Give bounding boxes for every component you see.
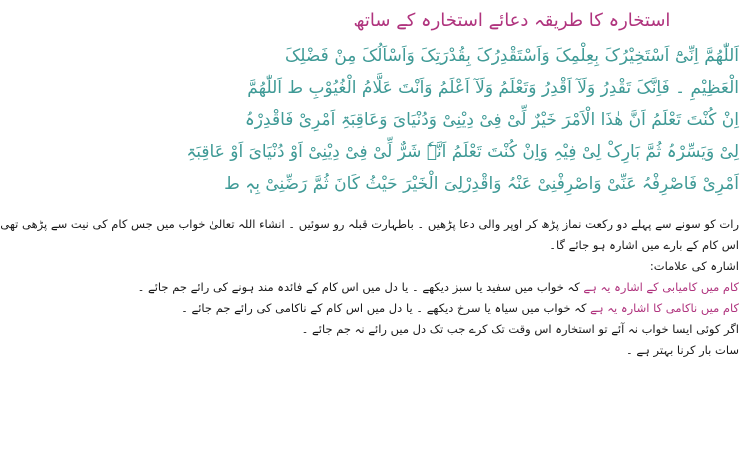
dua-line: لِیْ وَیَسِّرْہُ ثُمَّ بَارِکْ لِیْ فِیْہِ وَاِنْ کُنْتَ تَعْلَمُ اَنَّہٗ شَرٌّ لِّیْ فِیْ دِیْنِیْ اَوْ دُنْیَایَ اَوْ عَاقِبَۃِ: [186, 142, 739, 162]
dua-line: اِنْ کُنْتَ تَعْلَمُ اَنَّ ھٰذَا الْاَمْرَ خَیْرٌ لِّیْ فِیْ دِیْنِیْ وَدُنْیَایَ وَعَاقِبَۃِ اَمْرِیْ فَاقْدِرْہُ: [244, 110, 739, 130]
instruction-line: اگر کوئی ایسا خواب نہ آئے تو استخارہ اس وقت تک کرے جب تک دل میں رائے نہ جم جائے ۔: [301, 322, 739, 336]
failure-sign-label: کام میں ناکامی کا اشارہ یہ ہے: [590, 301, 739, 315]
instruction-line: رات کو سونے سے پہلے دو رکعت نماز پڑھ کر اوپر والی دعا پڑھیں ۔ باطہارت قبلہ رو سوئیں ۔ انشاء اللہ تعالیٰ خواب میں جس کام کی نیت سے پڑھی تھی: [0, 217, 739, 231]
instruction-line: اس کام کے بارے میں اشارہ ہو جائے گا۔: [549, 238, 739, 252]
dua-text: [186, 40, 739, 200]
signs-heading: اشارہ کی علامات:: [649, 259, 739, 273]
page-title: استخارہ کا طریقہ دعائے استخارہ کے ساتھ: [353, 10, 671, 31]
success-sign-text: کہ خواب میں سفید یا سبز دیکھے ۔ یا دل میں اس کام کے فائدہ مند ہونے کی رائے جم جائے ۔: [137, 280, 584, 294]
success-sign-label: کام میں کامیابی کے اشارہ یہ ہے: [583, 280, 739, 294]
failure-sign-text: کہ خواب میں سیاہ یا سرخ دیکھے ۔ یا دل میں اس کام کے ناکامی کی رائے جم جائے ۔: [181, 301, 591, 315]
dua-line: الْعَظِیْمِ ۔ فَاِنَّکَ تَقْدِرُ وَلَآ اَقْدِرُ وَتَعْلَمُ وَلَآ اَعْلَمُ وَاَنْتَ عَلَّامُ الْغُیُوْبِ ط اَللّٰھُمَّ: [247, 78, 739, 98]
failure-sign: [181, 298, 739, 319]
dua-line: اَللّٰھُمَّ اِنِّیْٓ اَسْتَخِیْرُکَ بِعِلْمِکَ وَاَسْتَقْدِرُکَ بِقُدْرَتِکَ وَاَسْاَلُکَ مِنْ فَضْلِکَ: [285, 46, 739, 66]
dua-line: اَمْرِیْ فَاصْرِفْہُ عَنِّیْ وَاصْرِفْنِیْ عَنْہُ وَاقْدِرْلِیَ الْخَیْرَ حَیْثُ کَانَ ثُمَّ رَضِّنِیْ بِہٖ ط: [224, 174, 739, 194]
success-sign: [137, 277, 739, 298]
instruction-line: سات بار کرنا بہتر ہے ۔: [626, 343, 739, 357]
instructions: [0, 214, 739, 361]
